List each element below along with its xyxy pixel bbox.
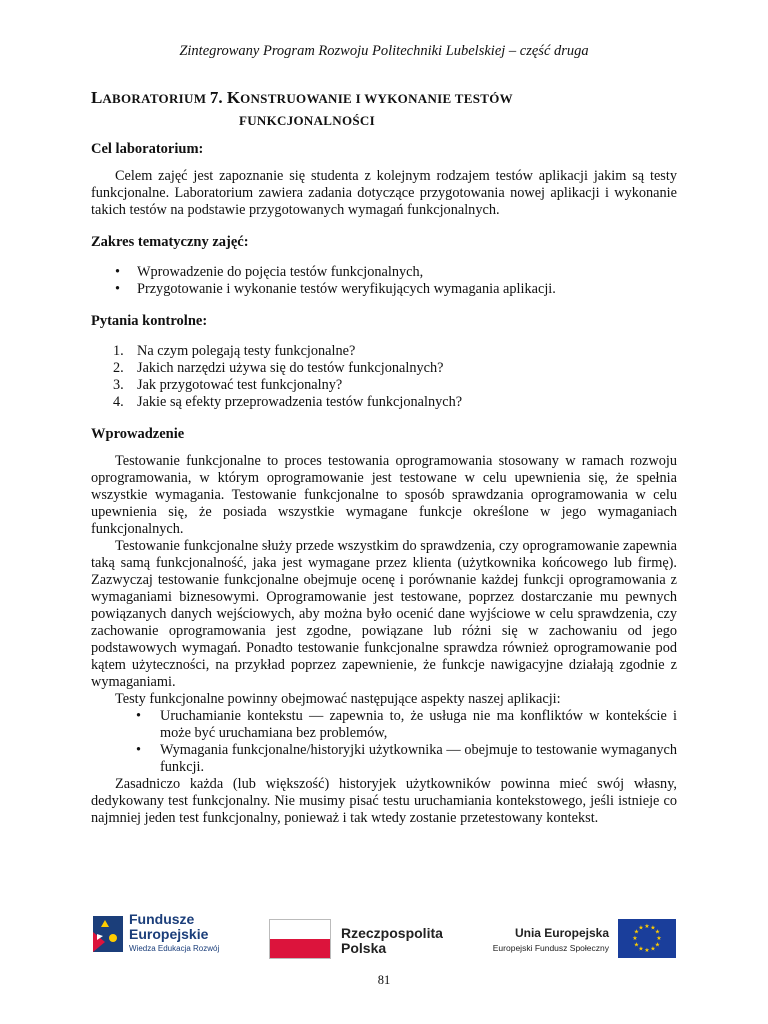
svg-text:★: ★: [644, 947, 650, 954]
intro-heading: Wprowadzenie: [91, 426, 185, 442]
unia-europejska-logo: [481, 910, 681, 962]
svg-text:★: ★: [633, 928, 640, 936]
title-number: 7. K: [209, 88, 241, 107]
svg-text:★: ★: [654, 941, 661, 949]
fundusze-europejskie-mark-icon: [91, 912, 125, 956]
goal-text: Celem zajęć jest zapoznanie się studenta z kolejnym rodzajem testów aplikacji jakim są testy funkcjonalne. Laboratorium zawiera zadania dotyczące przygotowania nowej aplikacji i wykonanie takich testów na podstawie przygotowanych wymagań funkcjonalnych.: [91, 168, 677, 218]
svg-text:★: ★: [633, 941, 640, 949]
title-part-b: ONSTRUOWANIE I WYKONANIE TESTÓW: [240, 91, 513, 106]
svg-text:★: ★: [650, 924, 656, 932]
svg-text:★: ★: [638, 924, 644, 932]
item-number: 2.: [113, 360, 124, 376]
main-content: [91, 141, 677, 827]
svg-text:★: ★: [638, 945, 644, 953]
rp-line-1: Rzeczpospolita: [341, 925, 443, 941]
list-item: [91, 394, 677, 411]
list-item: • Wprowadzenie do pojęcia testów funkcjonalnych,: [91, 264, 677, 281]
list-item: • Przygotowanie i wykonanie testów weryfikujących wymagania aplikacji.: [91, 281, 677, 298]
svg-text:★: ★: [656, 935, 662, 942]
questions-heading: Pytania kontrolne:: [91, 313, 208, 329]
title-part-a: ABORATORIUM: [102, 91, 210, 106]
item-text: Jak przygotować test funkcjonalny?: [137, 377, 343, 393]
intro-paragraph-4: Zasadniczo każda (lub większość) historyjek użytkowników powinna mieć swój własny, dedykowany test funkcjonalny. Nie musimy pisać testu uruchamiania kontekstowego, jeśli istnieje co najmniej jeden test funkcjonalny, ponieważ i tak wtedy zostanie przetestowany kontekst.: [91, 776, 677, 826]
rzeczpospolita-polska-logo: [269, 910, 449, 962]
list-item: [91, 343, 677, 360]
ue-subtitle: Europejski Fundusz Społeczny: [492, 943, 609, 953]
intro-paragraph-3: Testy funkcjonalne powinny obejmować następujące aspekty naszej aplikacji:: [115, 691, 561, 707]
intro-paragraph-2: Testowanie funkcjonalne służy przede wszystkim do sprawdzenia, czy oprogramowanie zapewnia taką samą funkcjonalność, jaka jest wymagane przez klienta (użytkownika końcowego lub firmę). Zazwyczaj testowanie funkcjonalne obejmuje ocenę i porównanie każdej funkcji oprogramowania z wymaganiami biznesowymi. Oprogramowanie jest testowane, poprzez dostarczanie mu pewnych powiązanych danych wejściowych, aby można było ocenić dane wyjściowe w celu sprawdzenia, czy zachowanie oprogramowania jest zgodne, powiązane lub różni się w zachowaniu od jego podstawowych wymagań. Ponadto testowanie funkcjonalne sprawdza również oprogramowanie pod kątem użyteczności, na przykład poprzez zapewnienie, że funkcje nawigacyjne działają zgodnie z wymaganiami.: [91, 538, 677, 690]
item-text: Jakie są efekty przeprowadzenia testów funkcjonalnych?: [137, 394, 463, 410]
lab-title: [91, 87, 691, 131]
list-item: • Wymagania funkcjonalne/historyjki użytkownika — obejmuje to testowanie wymaganych funkcji.: [91, 742, 677, 776]
fundusze-europejskie-logo: [91, 910, 241, 962]
item-text: Na czym polegają testy funkcjonalne?: [137, 343, 356, 359]
title-line2: FUNKCJONALNOŚCI: [239, 113, 375, 128]
item-number: 1.: [113, 343, 124, 359]
running-header: Zintegrowany Program Rozwoju Politechniki Lubelskiej – część druga: [179, 43, 589, 59]
list-item: [91, 360, 677, 377]
svg-text:★: ★: [650, 945, 656, 953]
page-number: 81: [377, 973, 391, 987]
scope-list: [91, 264, 677, 298]
footer-logos: [91, 910, 677, 965]
list-item: • Uruchamianie kontekstu — zapewnia to, że usługa nie ma konfliktów w kontekście i może być uruchamiana bez problemów,: [91, 708, 677, 742]
list-item: [91, 377, 677, 394]
eu-flag-icon: [618, 919, 676, 958]
intro-paragraph-1: Testowanie funkcjonalne to proces testowania oprogramowania stosowany w ramach rozwoju oprogramowania, w którym oprogramowanie jest testowane w celu upewnienia się, że spełnia wszystkie wymagania. Testowanie funkcjonalne to sposób sprawdzania oprogramowania w celu upewnienia się, że posiada wszystkie wymagane funkcje określone w jego wymaganiach funkcjonalnych.: [91, 453, 677, 537]
fe-subtitle: Wiedza Edukacja Rozwój: [129, 944, 220, 953]
scope-heading: Zakres tematyczny zajęć:: [91, 234, 249, 250]
svg-text:★: ★: [654, 928, 661, 936]
item-number: 4.: [113, 394, 124, 410]
polish-flag-icon: [269, 919, 331, 959]
fe-line-2: Europejskie: [129, 926, 209, 942]
questions-list: [91, 343, 677, 411]
title-initial: L: [91, 88, 103, 107]
item-number: 3.: [113, 377, 124, 393]
goal-heading: Cel laboratorium:: [91, 141, 204, 157]
svg-text:★: ★: [632, 935, 638, 942]
ue-name: Unia Europejska: [514, 926, 609, 940]
intro-list: [91, 708, 677, 776]
rp-line-2: Polska: [341, 940, 387, 956]
item-text: Jakich narzędzi używa się do testów funkcjonalnych?: [137, 360, 444, 376]
fe-line-1: Fundusze: [129, 911, 195, 927]
svg-text:★: ★: [644, 923, 650, 930]
